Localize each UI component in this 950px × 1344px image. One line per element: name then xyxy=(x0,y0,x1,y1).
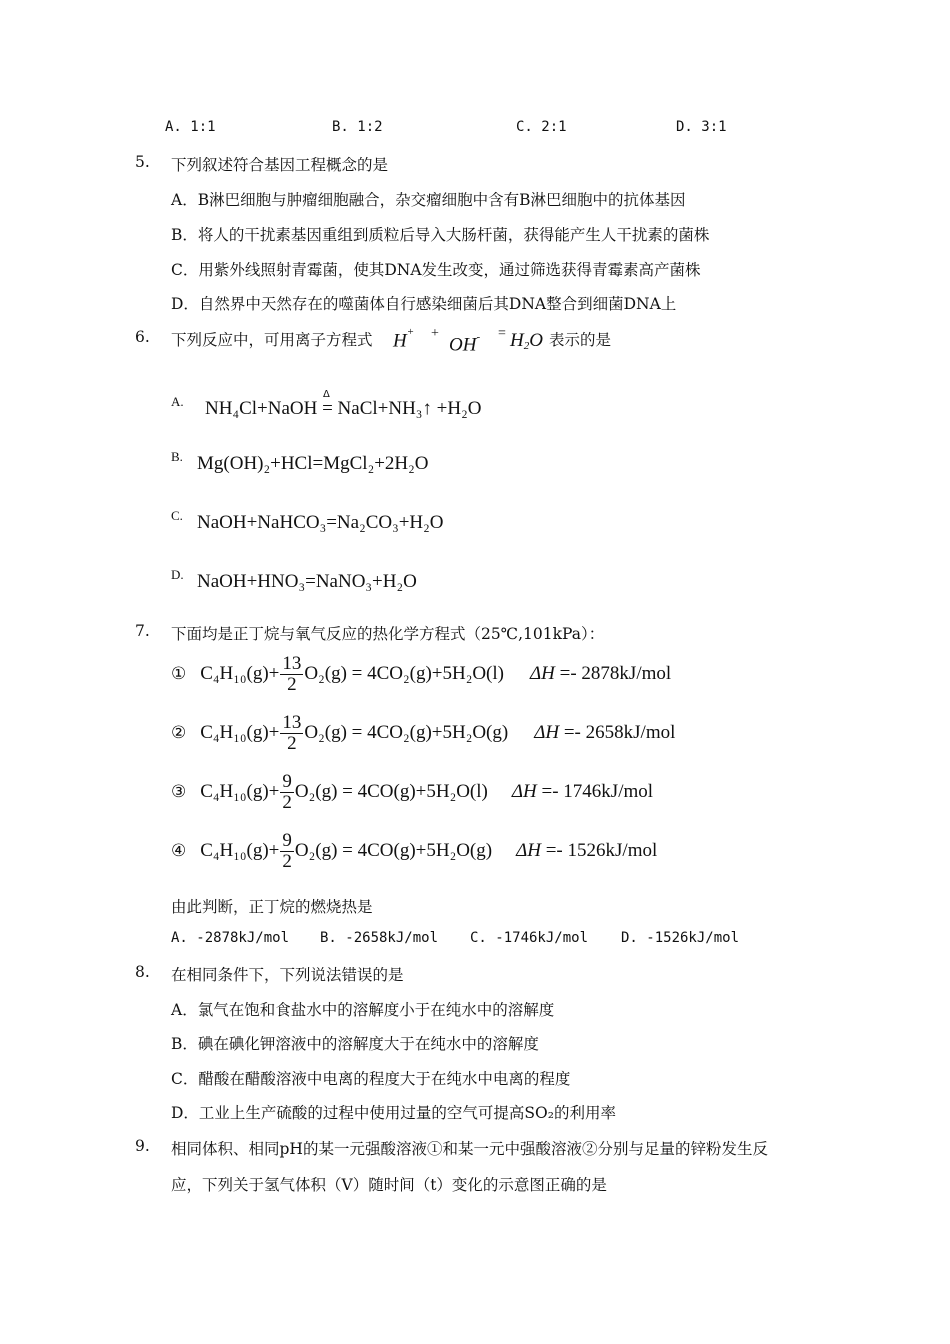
q6-equation-c: NaOH+NaHCO₃=Na₂CO₃+H₂O xyxy=(197,512,444,533)
ion-water: $H_2O$ xyxy=(510,330,543,352)
q7-equation-2: ② C₄H₁₀(g)+ $\frac{13}{2}$ O₂(g) = 4CO₂(g)+5H₂O(g) ΔH =- 2658kJ/mol xyxy=(171,712,676,754)
q5-option-d: D．自然界中天然存在的噬菌体自行感染细菌后其DNA整合到细菌DNA上 xyxy=(171,295,677,313)
q6-equation-a: NH₄Cl+NaOH = NaCl+NH₃↑ +H₂O xyxy=(205,398,482,419)
q6-label-d: D. xyxy=(171,567,184,582)
q6-label-a: A. xyxy=(171,394,184,409)
q5-number: 5. xyxy=(135,153,150,171)
q8-stem: 在相同条件下，下列说法错误的是 xyxy=(171,966,404,984)
q6-equation-b: Mg(OH)₂+HCl=MgCl₂+2H₂O xyxy=(197,453,429,474)
q5-option-a: A．B淋巴细胞与肿瘤细胞融合，杂交瘤细胞中含有B淋巴细胞中的抗体基因 xyxy=(171,191,686,209)
q6-stem-before: 下列反应中，可用离子方程式 xyxy=(171,331,373,349)
q7-option-d: D. -1526kJ/mol xyxy=(621,930,740,946)
q8-number: 8. xyxy=(135,963,150,981)
q7-stem: 下面均是正丁烷与氧气反应的热化学方程式（25℃,101kPa）： xyxy=(171,625,605,643)
ion-oh-group xyxy=(449,331,481,356)
ion-oh: OH xyxy=(449,334,477,356)
q4-option-b: B. 1:2 xyxy=(332,119,383,135)
q6-ion-equation xyxy=(393,326,415,352)
q6-equation-d: NaOH+HNO₃=NaNO₃+H₂O xyxy=(197,571,417,592)
q4-option-a: A. 1:1 xyxy=(165,119,216,135)
q6-label-b: B. xyxy=(171,449,183,464)
q7-option-b: B. -2658kJ/mol xyxy=(320,930,439,946)
q7-option-c: C. -1746kJ/mol xyxy=(470,930,589,946)
ion-oh-charge: - xyxy=(476,331,481,343)
q4-option-c: C. 2:1 xyxy=(516,119,567,135)
heat-delta: Δ xyxy=(323,389,330,400)
q4-option-d: D. 3:1 xyxy=(676,119,727,135)
q7-option-a: A. -2878kJ/mol xyxy=(171,930,290,946)
q5-option-c: C．用紫外线照射青霉菌，使其DNA发生改变，通过筛选获得青霉素高产菌株 xyxy=(171,261,701,279)
q8-option-a: A．氯气在饱和食盐水中的溶解度小于在纯水中的溶解度 xyxy=(171,1001,555,1019)
q9-number: 9. xyxy=(135,1137,150,1155)
q5-option-b: B．将人的干扰素基因重组到质粒后导入大肠杆菌，获得能产生人干扰素的菌株 xyxy=(171,226,710,244)
q9-stem-line1: 相同体积、相同pH的某一元强酸溶液①和某一元中强酸溶液②分别与足量的锌粉发生反 xyxy=(171,1140,768,1158)
q9-stem-line2: 应，下列关于氢气体积（V）随时间（t）变化的示意图正确的是 xyxy=(171,1176,607,1194)
q6-stem-after: 表示的是 xyxy=(549,331,612,349)
ion-equals: = xyxy=(498,326,506,341)
q7-equation-3: ③ C₄H₁₀(g)+ $\frac{9}{2}$ O₂(g) = 4CO(g)+5H₂O(l) ΔH =- 1746kJ/mol xyxy=(171,771,654,813)
q8-option-b: B．碘在碘化钾溶液中的溶解度大于在纯水中的溶解度 xyxy=(171,1035,539,1053)
q7-conclusion: 由此判断，正丁烷的燃烧热是 xyxy=(171,898,373,916)
q6-label-c: C. xyxy=(171,508,183,523)
q7-equation-4: ④ C₄H₁₀(g)+ $\frac{9}{2}$ O₂(g) = 4CO(g)+5H₂O(g) ΔH =- 1526kJ/mol xyxy=(171,830,658,872)
q8-option-d: D．工业上生产硫酸的过程中使用过量的空气可提高SO₂的利用率 xyxy=(171,1104,616,1122)
q7-equation-1: ① C₄H₁₀(g)+ $\frac{13}{2}$ O₂(g) = 4CO₂(g)+5H₂O(l) ΔH =- 2878kJ/mol xyxy=(171,653,672,695)
ion-h-charge: + xyxy=(406,326,415,338)
ion-h: H xyxy=(393,330,407,352)
ion-plus: + xyxy=(431,326,439,341)
q7-number: 7. xyxy=(135,622,150,640)
q5-stem: 下列叙述符合基因工程概念的是 xyxy=(171,156,389,174)
q8-option-c: C．醋酸在醋酸溶液中电离的程度大于在纯水中电离的程度 xyxy=(171,1070,571,1088)
q6-number: 6. xyxy=(135,328,150,346)
